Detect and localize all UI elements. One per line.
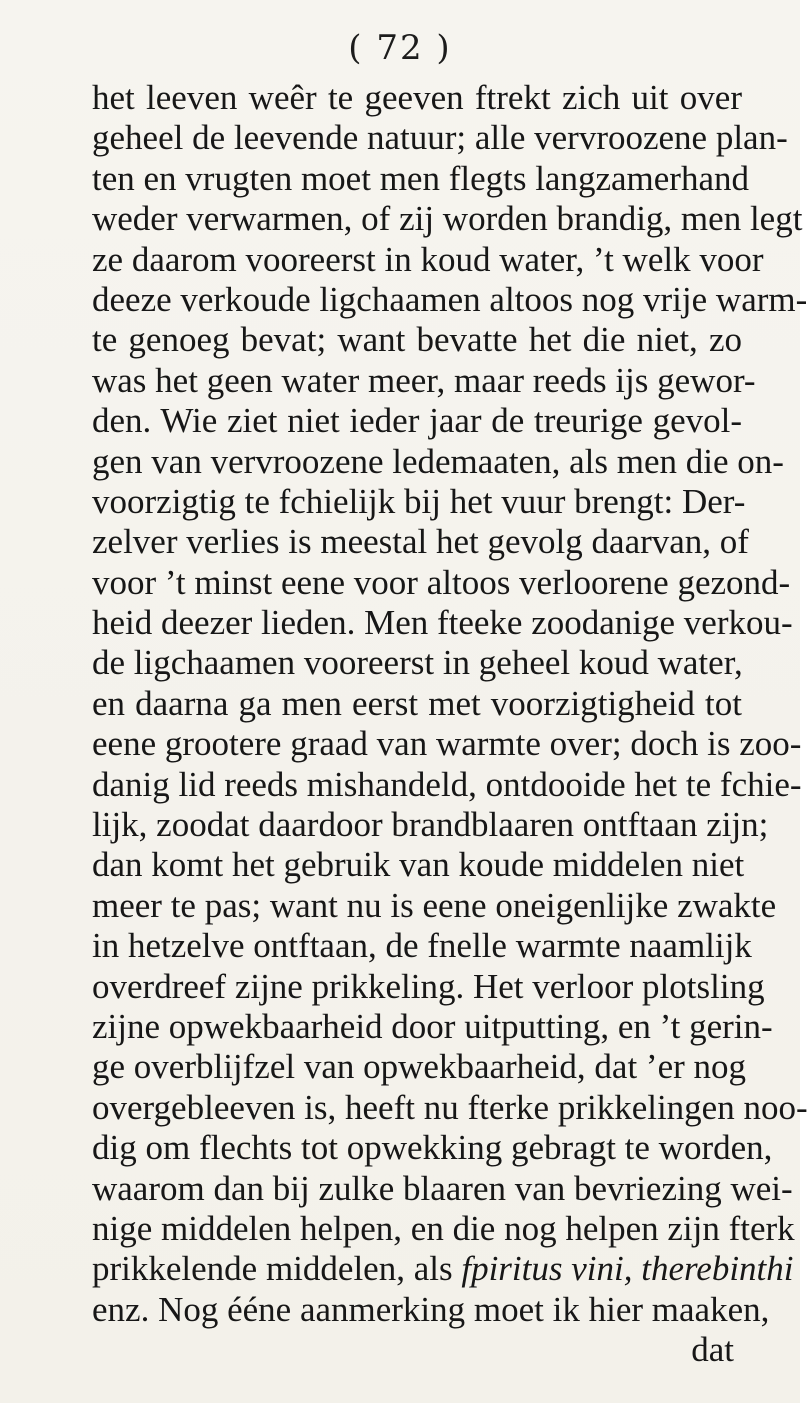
text-line: dig om flechts tot opwekking gebragt te worden, [92, 1128, 773, 1168]
text-line: overgebleeven is, heeft nu fterke prikkelingen noo- [92, 1087, 808, 1127]
text-line: gen van vervroozene ledemaaten, als men die on- [92, 441, 784, 481]
body-text [92, 78, 808, 1371]
text-line: danig lid reeds mishandeld, ontdooide het te fchie- [92, 764, 802, 804]
text-line: voorzigtig te fchielijk bij het vuur brengt: Der- [92, 481, 746, 521]
text-line: geheel de leevende natuur; alle vervroozene plan- [92, 118, 788, 158]
text-line: ge overblijfzel van opwekbaarheid, dat ’er nog [92, 1047, 747, 1087]
text-line: overdreef zijne prikkeling. Het verloor plotsling [92, 966, 765, 1006]
text-segment: prikkelende middelen, als [92, 1249, 453, 1289]
text-line-with-italic [92, 1249, 794, 1289]
italic-latin-phrase: fpiritus vini, therebinthi [461, 1249, 794, 1289]
text-line: dan komt het gebruik van koude middelen niet [92, 845, 745, 885]
text-line: ze daarom vooreerst in koud water, ’t welk voor [92, 239, 764, 279]
text-line: het leeven weêr te geeven ftrekt zich uit over [92, 78, 742, 117]
text-line: deeze verkoude ligchaamen altoos nog vrije warm- [92, 279, 808, 319]
text-line: in hetzelve ontftaan, de fnelle warmte naamlijk [92, 926, 752, 966]
text-line: enz. Nog ééne aanmerking moet ik hier maaken, [92, 1289, 770, 1329]
text-line: lijk, zoodat daardoor brandblaaren ontftaan zijn; [92, 805, 769, 845]
text-line: ten en vrugten moet men flegts langzamerhand [92, 158, 749, 198]
page-number: ( 72 ) [348, 28, 452, 68]
text-line: te genoeg bevat; want bevatte het die niet, zo [92, 320, 742, 360]
text-line: zelver verlies is meestal het gevolg daarvan, of [92, 522, 749, 562]
text-line: den. Wie ziet niet ieder jaar de treurige gevol- [92, 401, 742, 441]
text-line: waarom dan bij zulke blaaren van bevriezing wei- [92, 1168, 793, 1208]
text-line: de ligchaamen vooreerst in geheel koud water, [92, 643, 743, 683]
text-line: nige middelen helpen, en die nog helpen zijn fterk [92, 1208, 795, 1248]
text-line: heid deezer lieden. Men fteeke zoodanige verkou- [92, 603, 793, 643]
text-line: eene grootere graad van warmte over; doch is zoo- [92, 724, 802, 764]
text-line: meer te pas; want nu is eene oneigenlijke zwakte [92, 885, 777, 925]
text-line: zijne opwekbaarheid door uitputting, en ’t gerin- [92, 1006, 773, 1046]
text-line: en daarna ga men eerst met voorzigtigheid tot [92, 683, 742, 723]
text-line: weder verwarmen, of zij worden brandig, men legt [92, 199, 803, 239]
text-line: was het geen water meer, maar reeds ijs gewor- [92, 360, 756, 400]
text-line: voor ’t minst eene voor altoos verloorene gezond- [92, 562, 791, 602]
catchword: dat [691, 1330, 734, 1370]
